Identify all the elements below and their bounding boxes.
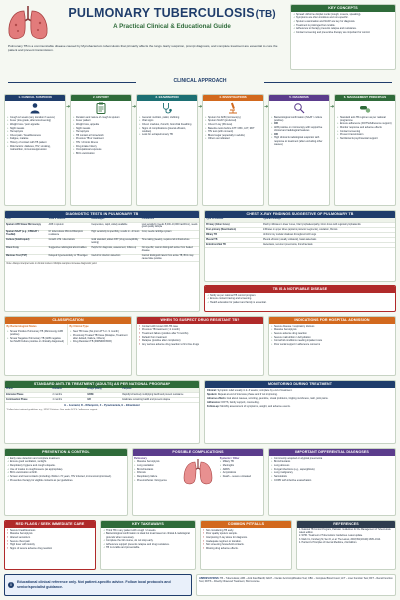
table-cell: Pleural TB <box>205 238 262 243</box>
red-flags-header: RED FLAGS / SEEK IMMEDIATE CARE <box>5 521 95 528</box>
column-title: Pulmonary <box>134 456 147 460</box>
list-item: • Previous TB or treatment <box>73 137 129 140</box>
regimen-footnote: *Follow latest national guidelines e.g., NTEP Pakistan. Give under DOTS / adherence support. <box>6 408 98 411</box>
list-item: ✓ Early case detection and complete treatment. <box>7 457 125 460</box>
step-list <box>203 115 263 142</box>
step-list <box>137 115 197 138</box>
approach-step-2 <box>70 94 132 206</box>
person-icon <box>5 101 65 115</box>
list-item: • Severe disease / respiratory distress <box>271 325 393 328</box>
complications-header: POSSIBLE COMPLICATIONS <box>133 449 263 456</box>
list-item: ! Not considering TB early. <box>203 529 289 532</box>
key-concepts-list <box>291 12 395 36</box>
disclaimer-text: Educational clinical reference only. Not patient-specific advice. Follow local protocols and senior/specialist guidance. <box>17 580 171 589</box>
list-item: 4. Harrison's Principles of Internal Medicine, 21st Edition. <box>299 542 358 545</box>
classification-col-clinical <box>68 324 131 345</box>
column-header: Purpose <box>121 388 199 393</box>
list-item: 2. WHO. Treatment of Tuberculosis: Guidelines. Latest update. <box>299 535 363 538</box>
list-item: ! Previous TB treatment (>1 month) <box>139 328 261 331</box>
list-item: • Vital signs <box>139 119 195 122</box>
cxr-findings-card <box>204 210 396 282</box>
list-item: • Fatigue, malaise <box>7 137 63 140</box>
list-item: • Contact screening <box>337 130 393 133</box>
lungs-icon <box>4 3 54 43</box>
info-icon: i <box>8 582 14 588</box>
column-header: Phase <box>5 388 52 393</box>
monitoring-item <box>207 405 393 408</box>
complications-col-systemic <box>219 456 263 490</box>
arrow-right-icon: ➜ <box>66 104 71 110</box>
list-item: • New TB Case (No prior ATT or <1 month) <box>70 330 129 333</box>
list-item: • Fever pattern <box>73 119 129 122</box>
step-title: 4. INVESTIGATIONS <box>203 95 263 101</box>
table-cell: Atelectasis, recurrent pneumonia, bronchiectasis <box>262 243 395 248</box>
table-cell: Post-primary (Reactivation) <box>205 227 262 232</box>
list-item: • Drug intake history <box>73 145 129 148</box>
table-cell: HR <box>86 397 121 402</box>
table-cell: Delayed hypersensitivity to TB antigen <box>48 254 91 262</box>
list-item: ✓ Ensure contact tracing and screening. <box>207 297 393 300</box>
list-item: ✓ Contact screening and preventive therapy are important for control. <box>293 31 393 34</box>
list-item: ✓ Bacteriological confirmation is ideal but treat based on clinical & radiological grounds when necessary. <box>103 532 193 538</box>
monitoring-label: Sputum: <box>207 392 218 396</box>
table-cell: Intensive Phase <box>5 392 52 397</box>
resistance-header: WHEN TO SUSPECT DRUG RESISTANT TB? <box>137 317 263 324</box>
step-title: 6. MANAGEMENT PRINCIPLES <box>335 95 395 101</box>
list-item: • Sputum for AFB (microscopy) <box>205 116 261 119</box>
admission-card <box>268 316 396 376</box>
list-item: • Occupational exposure <box>73 148 129 151</box>
abbreviations-label: ABBREVIATIONS: <box>199 576 220 580</box>
page-title: PULMONARY TUBERCULOSIS <box>68 6 255 20</box>
complications-list <box>220 460 262 479</box>
list-item: ✓ Adherence to therapy prevents relapse and resistance. <box>293 27 393 30</box>
differentials-list <box>269 456 395 483</box>
list-item: • Monitor response and adverse effects <box>337 126 393 129</box>
table-cell: HRZE <box>86 392 121 397</box>
list-item: • Massive hemoptysis <box>134 460 176 463</box>
differentials-header: IMPORTANT DIFFERENTIAL DIAGNOSES <box>269 449 395 456</box>
references-list <box>297 528 395 547</box>
monitoring-item <box>207 389 393 392</box>
list-item: • Blood sugar (especially in adults) <box>205 134 261 137</box>
diagnostic-tests-card <box>4 210 200 312</box>
table-cell: Time taking (weeks), requires lab infrastructure <box>141 238 199 246</box>
table-cell: M. tuberculosis DNA & Rifampicin resistance <box>48 230 91 238</box>
regimen-legend: H – Isoniazid, R – Rifampicin, Z – Pyrazinamide, E – Ethambutol <box>64 404 140 408</box>
monitoring-list <box>205 388 395 410</box>
list-item: • Meningitis <box>220 464 262 467</box>
list-item: ! Poor quality sputum sample. <box>203 532 289 535</box>
list-item: • Smear Negative Pulmonary TB (AFB negative but NAAT/culture positive or clinically diagnosed) <box>7 337 65 343</box>
list-item: ✓ Spread: Airborne droplet nuclei (cough, sneeze, speaking). <box>293 13 393 16</box>
column-header: Typical Findings <box>262 218 395 223</box>
page-title-row <box>56 6 288 22</box>
table-cell: Primary (Ghon focus) <box>205 222 262 227</box>
list-item: • Fever (low grade, afternoon/evening) <box>7 119 63 122</box>
list-item: ✓ Notify as per national TB control program. <box>207 294 393 297</box>
list-item: ! Severe breathlessness <box>7 529 93 532</box>
table-cell: Helpful for diagnosis, assessment, follow-up <box>90 246 140 254</box>
list-item: ! Interpreting X-ray alone for diagnosis. <box>203 536 289 539</box>
monitoring-text: DOTS, family support, counseling. <box>221 400 260 404</box>
regimen-card <box>4 380 200 444</box>
monitoring-item <box>207 401 393 404</box>
step-title: 5. DIAGNOSIS <box>269 95 329 101</box>
list-item: • AFB positive on microscopy with supportive clinical and radiological features <box>271 126 327 132</box>
list-item: ✓ Sputum examination and NAAT are key for diagnosis. <box>293 20 393 23</box>
abbreviations-box <box>196 574 396 596</box>
list-item: 1. National TB Control Program, Pakistan. Guidelines for the Management of Tuberculosis. Latest edition. <box>299 528 392 534</box>
table-cell: Cannot distinguish latent from active TB; BCG may cause false positive <box>141 254 199 262</box>
table-cell: Culture (Solid/Liquid) <box>5 238 48 246</box>
list-item: • Chest: crackles, rhonchi, bronchial breathing <box>139 123 195 126</box>
notifiable-header: TB IS A NOTIFIABLE DISEASE <box>205 286 395 293</box>
column-title: By Clinical Type <box>69 324 89 328</box>
list-item: • Weight loss / poor appetite <box>7 123 63 126</box>
list-item: • Severe malnutrition / dehydration <box>271 336 393 339</box>
list-item: ✓ Symptoms are often insidious and non-specific. <box>293 16 393 19</box>
approach-step-3 <box>136 94 198 206</box>
table-row <box>5 397 199 402</box>
approach-divider <box>8 82 136 83</box>
step-list <box>335 115 395 142</box>
monitoring-text: Ask about nausea, vomiting, jaundice, visual problems, tingling numbness, rash, joint pains. <box>227 396 329 400</box>
arrow-right-icon: ➜ <box>330 104 335 110</box>
list-item: • Fibrosis <box>134 471 176 474</box>
table-cell: Growth of M. tuberculosis <box>48 238 91 246</box>
table-cell: Not specific; cannot distinguish active from healed disease <box>141 246 199 254</box>
intro-text: Pulmonary TB is a communicable disease caused by Mycobacterium tuberculosis that primarily affects the lungs. Early suspicion, prompt diagnosis, and complete treatment are essential to cure the patient and prevent transmission. <box>8 44 278 53</box>
clipboard-icon <box>71 101 131 115</box>
list-item: • Others as indicated <box>205 137 261 140</box>
diagnostic-note: Note: Always interpret tests in clinical context. Multiple samples increase diagnostic yield. <box>6 263 98 266</box>
step-title: 3. EXAMINATION <box>137 95 197 101</box>
approach-step-5 <box>268 94 330 206</box>
abbreviations-text: TB – Tuberculosis; AFB – Acid Fast Bacilli; NAAT – Nucleic Acid Amplification Test; CBC – Complete Blood Count; LFT – Liver Function Test; RFT – Renal Function Test; DOTS – Directly Observed Treatment, Short-course. <box>199 576 393 583</box>
list-item: • Massive hemoptysis <box>271 328 393 331</box>
list-item: ✓ Ensure good ventilation, sunlight. <box>7 460 125 463</box>
complications-list <box>134 460 176 483</box>
table-cell: AFB in sputum <box>48 222 91 230</box>
regimen-header: STANDARD ANTI-TB TREATMENT (ADULTS) AS PER NATIONAL PROGRAM* <box>5 381 199 388</box>
list-item: ! Severe chest pain <box>7 540 93 543</box>
monitoring-text: Symptom relief usually in 2–3 weeks; complete by end of treatment. <box>217 388 293 392</box>
monitoring-label: Adverse effects: <box>207 396 227 400</box>
list-item: • Comorbid conditions needing inpatient care <box>271 339 393 342</box>
list-item: ✓ TB is curable and preventable. <box>103 546 193 549</box>
table-row <box>5 238 199 246</box>
list-item: • HIV / chronic illness <box>73 141 129 144</box>
regimen-table <box>5 388 199 403</box>
notifiable-card <box>204 285 396 312</box>
list-item: ✓ Respiratory hygiene and cough etiquette. <box>7 464 125 467</box>
approach-step-4 <box>202 94 264 206</box>
list-item: • Risk factors: diabetes, HIV, smoking, malnutrition, immunosuppression <box>7 145 63 151</box>
list-item: • TB contact at home/work <box>73 134 129 137</box>
list-item: • Fungal infections (e.g., aspergillosis) <box>271 468 393 471</box>
admission-list <box>269 324 395 348</box>
list-item: • Look for extrapulmonary TB <box>139 133 195 136</box>
lungs-illustration-icon <box>177 456 219 490</box>
table-cell: Continuation Phase <box>5 397 52 402</box>
table-cell: Sputum NAAT (e.g., CBNAAT / TrueNat) <box>5 230 48 238</box>
complications-card <box>132 448 264 516</box>
table-cell: 4 months <box>52 397 87 402</box>
list-item: • Nutritional & psychosocial support <box>337 137 393 140</box>
table-cell: Patchy infiltrates in lower zones, hilar lymphadenopathy, Ghon focus with regional lymphadenitis <box>262 222 395 227</box>
list-item: • Respiratory failure <box>134 475 176 478</box>
list-item: • History of contact with TB patient <box>7 141 63 144</box>
complications-col-pulmonary <box>133 456 177 490</box>
resistance-list <box>137 324 263 348</box>
list-item: • Community acquired or atypical pneumonia <box>271 457 393 460</box>
list-item: • OR <box>271 133 327 136</box>
list-item: 3. Mark CL, Forsberg M, Sen D, et al. The Lancet, 2018;391(10120):1605–1614. <box>299 538 381 541</box>
list-item: ! High fever with toxicity <box>7 543 93 546</box>
list-item: ! Missing drug adverse effects. <box>203 547 289 550</box>
cxr-findings-table <box>205 218 395 248</box>
takeaways-header: KEY TAKEAWAYS <box>101 521 195 528</box>
list-item: ✓ Complete the full course, do not stop early. <box>103 539 193 542</box>
table-cell: Endobronchial TB <box>205 243 262 248</box>
classification-card <box>4 316 132 376</box>
column-title: By Bacteriological Status <box>6 324 37 328</box>
list-item: • Weight loss, appetite <box>73 123 129 126</box>
list-item: • Pneumothorax / Empyema <box>134 479 176 482</box>
list-item: ✓ Health education for patient and family is essential. <box>207 301 393 304</box>
list-item: • Cough ≥2 weeks (any duration if severe) <box>7 116 63 119</box>
list-item: • Amyloidosis <box>220 471 262 474</box>
page-title-suffix: (TB) <box>255 9 276 20</box>
step-title: 1. CLINICAL SUSPICION <box>5 95 65 101</box>
list-item: • Chest X-ray (PA view) <box>205 123 261 126</box>
list-item: • BCG vaccination <box>73 152 129 155</box>
list-item: • Bronchiectasis <box>134 468 176 471</box>
list-item: • Chest pain / breathlessness <box>7 134 63 137</box>
arrow-right-icon: ➜ <box>132 104 137 110</box>
list-item: • Hemoptysis <box>7 130 63 133</box>
list-item: • Previously Treated TB Case (Relapse, Treatment after default, Failure, Others) <box>70 334 129 340</box>
table-cell: 2 months <box>52 392 87 397</box>
key-concepts-header: KEY CONCEPTS <box>291 5 395 12</box>
prevention-list <box>5 456 127 483</box>
list-item: ! Altered sensorium <box>7 536 93 539</box>
resistance-card <box>136 316 264 376</box>
table-cell: Mantoux Test (TST) <box>5 254 48 262</box>
table-cell: Rapidly kill actively multiplying bacilli and prevent resistance <box>121 392 199 397</box>
step-list <box>5 115 65 153</box>
page-subtitle: A Practical Clinical & Educational Guide <box>113 23 231 30</box>
list-item: • Hemoptysis <box>73 130 129 133</box>
list-item: • Severe adverse drug reaction <box>271 332 393 335</box>
table-cell: Uniform tiny nodular shadows throughout both lungs <box>262 233 395 238</box>
column-header: Advantages <box>90 218 140 223</box>
diagnostic-tests-header: DIAGNOSTIC TESTS IN PULMONARY TB <box>5 211 199 218</box>
table-row <box>205 243 395 248</box>
step-title: 2. HISTORY <box>71 95 131 101</box>
list-item: • Lung cavitation <box>134 464 176 467</box>
monitoring-text: Monthly assessment of symptoms, weight, and adverse events. <box>220 404 291 408</box>
list-item: • Sputum NAAT (preferred) <box>205 119 261 122</box>
takeaways-list <box>101 528 195 551</box>
references-header: REFERENCES <box>297 521 395 528</box>
monitoring-label: Follow-up: <box>207 404 220 408</box>
table-cell: Suggestive radiological abnormalities <box>48 246 91 254</box>
pitfalls-card <box>200 520 292 570</box>
list-item: ✓ Preventive therapy for eligible contacts as per guidelines. <box>7 479 125 482</box>
column-header: Test <box>5 218 48 223</box>
red-flags-list <box>5 528 95 552</box>
column-title: Systemic / Other <box>219 456 240 460</box>
table-cell: Sputum AFB Smear Microscopy <box>5 222 48 230</box>
red-flags-card <box>4 520 96 570</box>
list-item: • HIV test (with consent) <box>205 130 261 133</box>
classification-col-bacteriological <box>5 324 68 345</box>
approach-divider <box>264 82 392 83</box>
list-item: ! Relapse (positive after completion) <box>139 339 261 342</box>
key-concepts-card <box>290 4 396 70</box>
table-cell: High sensitivity & specificity, results in ~2 hours <box>90 230 140 238</box>
diagnostic-tests-table <box>5 218 199 263</box>
table-row <box>5 254 199 262</box>
table-cell: Pleural effusion (usually unilateral), basal atelectasis <box>262 238 395 243</box>
monitoring-item <box>207 393 393 396</box>
monitoring-label: Adherence: <box>207 400 221 404</box>
list-item: • Prevent transmission <box>337 133 393 136</box>
pills-icon <box>335 101 395 115</box>
column-header: Limitations <box>141 218 199 223</box>
list-item: • Signs of complications (pleural effusion, cavities) <box>139 127 195 133</box>
admission-header: INDICATIONS FOR HOSPITAL ADMISSION <box>269 317 395 324</box>
arrow-right-icon: ➜ <box>264 104 269 110</box>
list-item: ✓ BCG vaccination at birth. <box>7 471 125 474</box>
table-row <box>5 246 199 254</box>
table-cell: Miliary TB <box>205 233 262 238</box>
table-cell: Useful for infection detection <box>90 254 140 262</box>
table-cell: Cost, needs cartridge system <box>141 230 199 238</box>
list-item: ! Signs of severe adverse drug reaction <box>7 547 93 550</box>
column-header: Type of Disease <box>205 218 262 223</box>
prevention-header: PREVENTION & CONTROL <box>5 449 127 456</box>
approach-step-1 <box>4 94 66 206</box>
prevention-card <box>4 448 128 516</box>
classification-list <box>68 329 131 345</box>
disclaimer-banner <box>4 574 192 596</box>
monitoring-header: MONITORING DURING TREATMENT <box>205 381 395 388</box>
arrow-right-icon: ➜ <box>198 104 203 110</box>
list-item: ! Not screening household contacts. <box>203 543 289 546</box>
step-list <box>71 115 131 157</box>
monitoring-text: Repeat at end of intensive phase and if not improving. <box>217 392 278 396</box>
classification-list <box>5 329 67 345</box>
microscope-icon <box>203 101 263 115</box>
list-item: ✓ Use of masks in cough/sneeze (as appropriate). <box>7 468 125 471</box>
list-item: • Bronchiectasis <box>271 460 393 463</box>
list-item: • Lung malignancy <box>271 471 393 474</box>
table-row <box>5 230 199 238</box>
list-item: • Night sweats <box>7 127 63 130</box>
list-item: ✓ Treatment is prolonged but curable. <box>293 24 393 27</box>
classification-columns <box>5 324 131 345</box>
table-cell: Low sensitivity (needs 5,000–10,000 bacilli/mL), needs good quality sample <box>141 223 198 229</box>
column-header: Drugs (Daily) <box>86 388 121 393</box>
classification-header: CLASSIFICATION <box>5 317 131 324</box>
column-header: What It Detects <box>48 218 91 223</box>
list-item: ! Massive hemoptysis <box>7 532 93 535</box>
magnifier-icon <box>269 101 329 115</box>
list-item: ! Treatment failure (positive after 5 months) <box>139 332 261 335</box>
table-row <box>5 222 199 230</box>
list-item: • High clinical & radiological suspicion with response to treatment (after excluding other causes) <box>271 136 327 145</box>
list-item: ! Contact with known DR-TB case <box>139 325 261 328</box>
pitfalls-list <box>201 528 291 552</box>
monitoring-card <box>204 380 396 444</box>
list-item: • Death – severe untreated <box>220 475 262 478</box>
list-item: • OR <box>271 122 327 125</box>
list-item: • Night sweats <box>73 127 129 130</box>
table-cell: Chest X-ray <box>5 246 48 254</box>
monitoring-item <box>207 397 393 400</box>
list-item: ! Any serious adverse drug reaction to first line drugs <box>139 343 261 346</box>
monitoring-label: Clinical: <box>207 388 217 392</box>
list-item: • Duration and nature of cough & sputum <box>73 116 129 119</box>
clinical-approach-header: CLINICAL APPROACH <box>173 78 227 84</box>
differentials-card <box>268 448 396 516</box>
approach-step-6 <box>334 94 396 206</box>
takeaways-card <box>100 520 196 570</box>
list-item: • Standard anti-TB regimen as per national programme <box>337 116 393 122</box>
list-item: • Miliary TB <box>220 460 262 463</box>
table-cell: Infiltrates in upper lobes (apical & posterior segments), cavitation, fibrosis <box>262 227 395 232</box>
list-item: • Smear Positive Pulmonary TB (Microscopy AFB positive) <box>7 330 65 336</box>
list-item: • Baseline tests before ATT: CBC, LFT, RFT <box>205 127 261 130</box>
list-item: • COPD with infective exacerbation <box>271 479 393 482</box>
complications-columns <box>133 456 263 490</box>
list-item: ! Inadequate regimen or duration. <box>203 540 289 543</box>
table-cell: Eradicate remaining bacilli and prevent relapse <box>121 397 199 402</box>
list-item: • General: nutrition, pallor, clubbing <box>139 116 195 119</box>
column-header: Duration <box>52 388 87 393</box>
list-item: • ARDS <box>220 468 262 471</box>
list-item: • Ensure adherence (DOTS/Adherence support) <box>337 122 393 125</box>
list-item: ✓ Think TB in any patient with cough >2 weeks. <box>103 529 193 532</box>
stethoscope-icon <box>137 101 197 115</box>
list-item: • Poor social support / adherence concerns <box>271 343 393 346</box>
references-card <box>296 520 396 570</box>
list-item: • Bacteriological confirmation (NAAT / culture positive) <box>271 116 327 122</box>
list-item: ✓ Screen and treat contacts (including children <5 years, HIV infected, immunocompromised). <box>7 475 125 478</box>
list-item: • Lung abscess <box>271 464 393 467</box>
list-item: ✓ Adherence support prevents relapse and drug resistance. <box>103 543 193 546</box>
notifiable-list <box>205 293 395 306</box>
table-cell: Gold standard, allows DST (drug susceptibility testing) <box>90 238 140 246</box>
list-item: • Sarcoidosis <box>271 475 393 478</box>
cxr-findings-header: CHEST X-RAY FINDINGS SUGGESTIVE OF PULMONARY TB <box>205 211 395 218</box>
pitfalls-header: COMMON PITFALLS <box>201 521 291 528</box>
list-item: ! Default from treatment <box>139 336 261 339</box>
table-cell: Inexpensive, rapid, widely available <box>90 222 140 230</box>
list-item: • Drug Resistant TB (RR/MDR/XDR) <box>70 340 129 343</box>
step-list <box>269 115 329 148</box>
